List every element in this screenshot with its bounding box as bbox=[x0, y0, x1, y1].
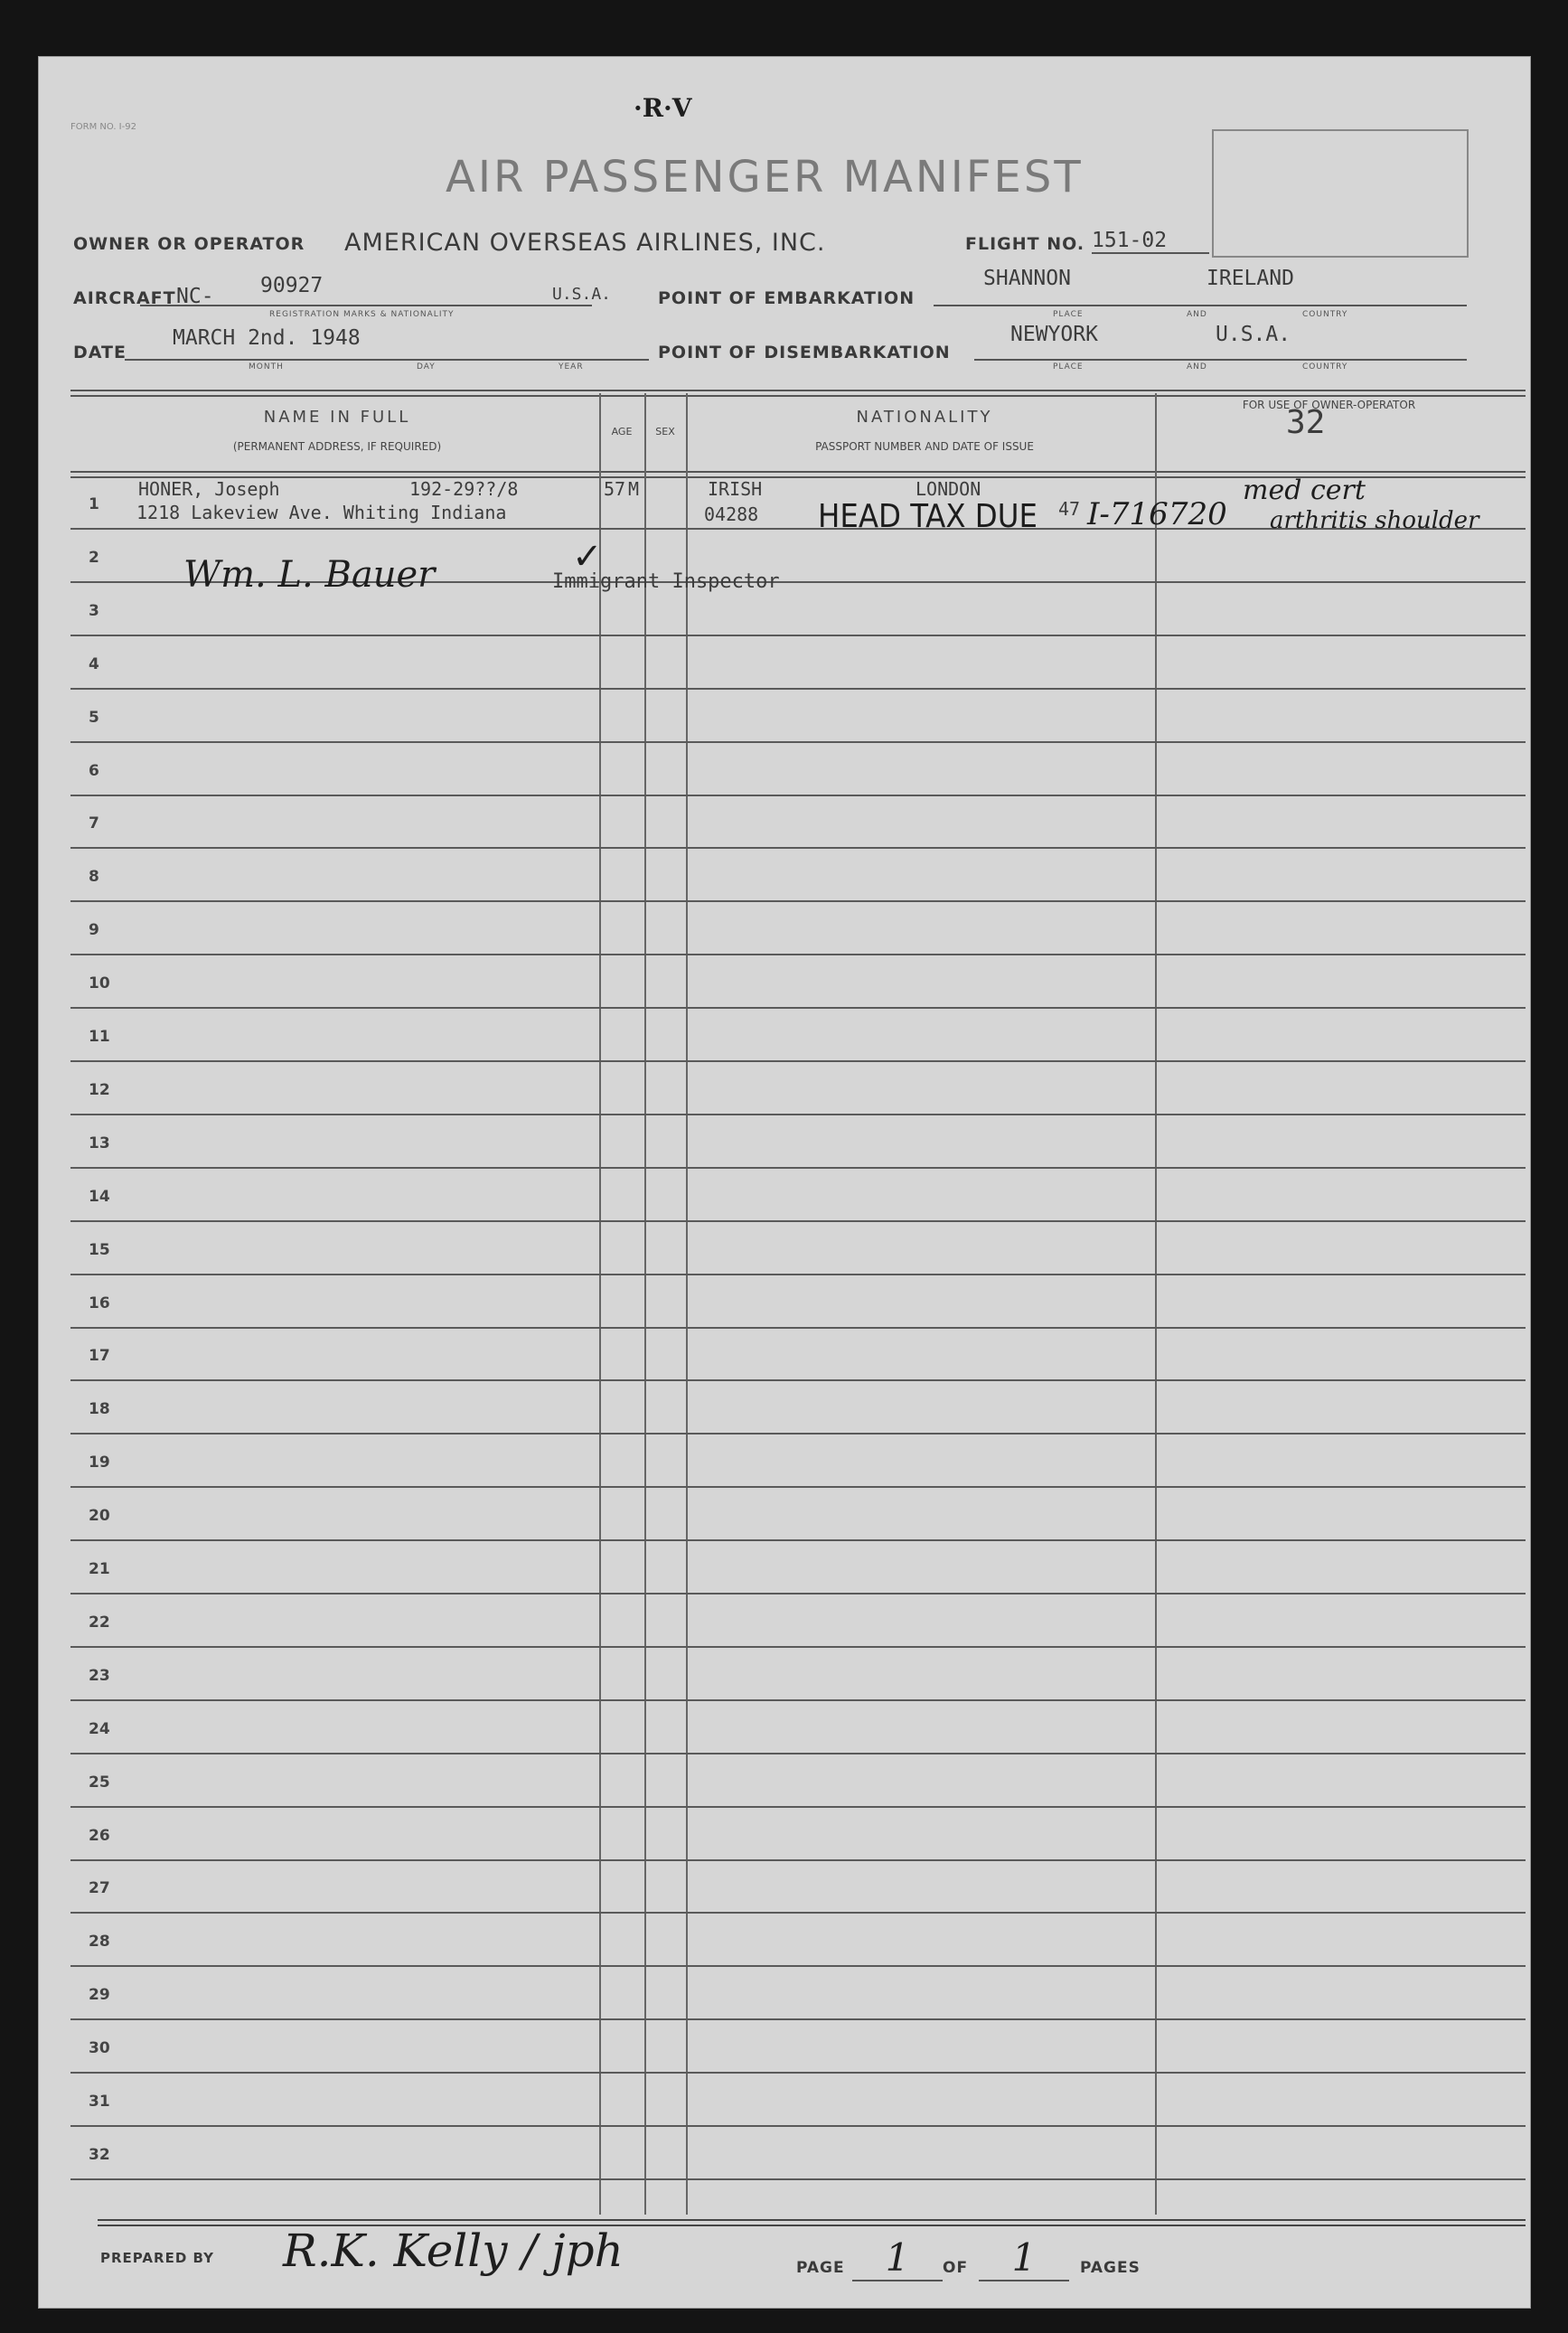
column-subheader-nationality: PASSPORT NUMBER AND DATE OF ISSUE bbox=[815, 440, 1034, 453]
table-row-line bbox=[70, 741, 1526, 743]
place-caption-2: PLACE bbox=[1053, 362, 1084, 372]
owner-value: AMERICAN OVERSEAS AIRLINES, INC. bbox=[344, 229, 826, 257]
column-header-sex: SEX bbox=[655, 426, 675, 437]
row-number: 23 bbox=[89, 1667, 110, 1685]
row-number: 16 bbox=[89, 1294, 110, 1312]
embarkation-label: POINT OF EMBARKATION bbox=[658, 288, 915, 308]
page-label: PAGE bbox=[796, 2259, 845, 2277]
row-number: 11 bbox=[89, 1028, 110, 1046]
table-row-line bbox=[70, 1379, 1526, 1381]
table-row-line bbox=[70, 2125, 1526, 2127]
form-number: FORM NO. I-92 bbox=[70, 122, 136, 132]
table-row-line bbox=[70, 900, 1526, 902]
table-row-line bbox=[70, 2072, 1526, 2074]
and-caption-2: AND bbox=[1187, 362, 1207, 372]
country-caption-2: COUNTRY bbox=[1302, 362, 1348, 372]
aircraft-prefix: NC- bbox=[176, 285, 214, 308]
table-row-line bbox=[70, 1965, 1526, 1967]
table-row-line bbox=[70, 1220, 1526, 1222]
passenger-sex: M bbox=[628, 478, 640, 500]
inspector-signature: Wm. L. Bauer bbox=[183, 554, 436, 596]
month-caption: MONTH bbox=[249, 362, 284, 372]
row-number: 10 bbox=[89, 974, 110, 992]
table-row-line bbox=[70, 847, 1526, 849]
passenger-name: HONER, Joseph bbox=[138, 478, 280, 500]
table-top-rule bbox=[70, 390, 1526, 397]
row-number: 5 bbox=[89, 709, 99, 727]
table-row-line bbox=[70, 1060, 1526, 1062]
column-divider-name bbox=[599, 393, 601, 2215]
table-row-line bbox=[70, 1753, 1526, 1754]
passenger-id: 192-29??/8 bbox=[409, 478, 519, 500]
row-number: 25 bbox=[89, 1773, 110, 1792]
row-number: 29 bbox=[89, 1986, 110, 2004]
page-number: 1 bbox=[852, 2235, 943, 2281]
row-number: 20 bbox=[89, 1507, 110, 1525]
manifest-sheet bbox=[38, 56, 1531, 2309]
passenger-address: 1218 Lakeview Ave. Whiting Indiana bbox=[136, 502, 507, 523]
row-number: 22 bbox=[89, 1613, 110, 1632]
year-caption: YEAR bbox=[559, 362, 584, 372]
corner-stamp-box bbox=[1212, 129, 1469, 258]
row-number: 1 bbox=[89, 495, 99, 513]
row-number: 15 bbox=[89, 1241, 110, 1259]
owner-label: OWNER OR OPERATOR bbox=[73, 234, 305, 254]
column-header-name: NAME IN FULL bbox=[263, 408, 411, 427]
passport-number: 04288 bbox=[704, 503, 759, 525]
embarkation-place: SHANNON bbox=[983, 267, 1071, 290]
table-row-line bbox=[70, 1114, 1526, 1115]
date-label: DATE bbox=[73, 343, 127, 362]
disembarkation-place: NEWYORK bbox=[1010, 323, 1098, 346]
table-row-line bbox=[70, 1433, 1526, 1435]
row-number: 7 bbox=[89, 814, 99, 833]
embarkation-country: IRELAND bbox=[1207, 267, 1294, 290]
row-number: 4 bbox=[89, 655, 99, 673]
table-row-line bbox=[70, 688, 1526, 690]
date-value: MARCH 2nd. 1948 bbox=[173, 326, 361, 350]
row-number: 27 bbox=[89, 1879, 110, 1897]
checkmark-icon: ✓ bbox=[572, 536, 603, 578]
passport-issued-place: LONDON bbox=[915, 478, 981, 500]
aircraft-label: AIRCRAFT bbox=[73, 288, 176, 308]
row-number: 13 bbox=[89, 1134, 110, 1152]
flight-number: 151-02 bbox=[1092, 229, 1209, 254]
aircraft-country: U.S.A. bbox=[552, 285, 612, 304]
country-caption-1: COUNTRY bbox=[1302, 310, 1348, 319]
table-row-line bbox=[70, 635, 1526, 636]
pages-label: PAGES bbox=[1080, 2259, 1141, 2277]
column-header-nationality: NATIONALITY bbox=[856, 408, 993, 427]
column-header-owner-use: FOR USE OF OWNER-OPERATOR bbox=[1242, 399, 1416, 411]
table-row-line bbox=[70, 954, 1526, 955]
row-number: 3 bbox=[89, 602, 99, 620]
aircraft-underline bbox=[140, 305, 592, 306]
table-row-line bbox=[70, 1539, 1526, 1541]
row-number: 9 bbox=[89, 921, 99, 939]
table-row-line bbox=[70, 1593, 1526, 1595]
disembarkation-label: POINT OF DISEMBARKATION bbox=[658, 343, 951, 362]
table-row-line bbox=[70, 2018, 1526, 2020]
table-row-line bbox=[70, 1912, 1526, 1914]
row-number: 30 bbox=[89, 2039, 110, 2057]
column-subheader-name: (PERMANENT ADDRESS, IF REQUIRED) bbox=[232, 440, 442, 453]
row-number: 8 bbox=[89, 868, 99, 886]
total-pages: 1 bbox=[979, 2235, 1069, 2281]
inspector-title: Immigrant Inspector bbox=[552, 570, 780, 593]
date-underline bbox=[125, 359, 649, 361]
prepared-by-label: PREPARED BY bbox=[100, 2250, 214, 2266]
row-number: 24 bbox=[89, 1720, 110, 1738]
row-number: 32 bbox=[89, 2146, 110, 2164]
passenger-age: 57 bbox=[604, 478, 626, 500]
passenger-nationality: IRISH bbox=[708, 478, 763, 500]
passport-issue-date: 47 bbox=[1058, 498, 1081, 520]
and-caption-1: AND bbox=[1187, 310, 1207, 319]
of-label: OF bbox=[943, 2259, 969, 2277]
row-number: 12 bbox=[89, 1081, 110, 1099]
page-title: AIR PASSENGER MANIFEST bbox=[446, 152, 1084, 202]
day-caption: DAY bbox=[417, 362, 436, 372]
embarkation-underline bbox=[934, 305, 1467, 306]
row-number: 31 bbox=[89, 2093, 110, 2111]
flight-label: FLIGHT NO. bbox=[965, 234, 1085, 254]
column-header-age: AGE bbox=[611, 426, 633, 437]
top-stamp: ·R·V bbox=[634, 93, 692, 123]
disembarkation-country: U.S.A. bbox=[1216, 323, 1291, 346]
row-number: 18 bbox=[89, 1400, 110, 1418]
table-row-line bbox=[70, 1486, 1526, 1488]
row-number: 2 bbox=[89, 549, 99, 567]
registration-caption: REGISTRATION MARKS & NATIONALITY bbox=[269, 310, 455, 319]
table-row-line bbox=[70, 795, 1526, 796]
handwritten-number: I-716720 bbox=[1087, 496, 1227, 532]
passenger-count: 32 bbox=[1286, 404, 1326, 441]
row-number: 19 bbox=[89, 1453, 110, 1472]
place-caption-1: PLACE bbox=[1053, 310, 1084, 319]
row-number: 26 bbox=[89, 1827, 110, 1845]
row-number: 14 bbox=[89, 1188, 110, 1206]
column-divider-nationality bbox=[1155, 393, 1157, 2215]
table-row-line bbox=[70, 2178, 1526, 2180]
handwritten-note-med-cert: med cert bbox=[1243, 475, 1366, 506]
head-tax-stamp: HEAD TAX DUE bbox=[818, 498, 1038, 535]
table-row-line bbox=[70, 1699, 1526, 1701]
handwritten-note-arthritis: arthritis shoulder bbox=[1270, 507, 1479, 534]
table-row-line bbox=[70, 1007, 1526, 1009]
row-number: 17 bbox=[89, 1347, 110, 1365]
disembarkation-underline bbox=[974, 359, 1467, 361]
table-row-line bbox=[70, 1859, 1526, 1861]
column-divider-sex bbox=[686, 393, 688, 2215]
aircraft-number: 90927 bbox=[260, 274, 324, 297]
column-divider-age bbox=[644, 393, 646, 2215]
table-row-line bbox=[70, 1274, 1526, 1275]
row-number: 21 bbox=[89, 1560, 110, 1578]
table-row-line bbox=[70, 1167, 1526, 1169]
row-number: 6 bbox=[89, 762, 99, 780]
table-row-line bbox=[70, 1327, 1526, 1329]
table-row-line bbox=[70, 1646, 1526, 1648]
preparer-signature: R.K. Kelly / jph bbox=[283, 2225, 624, 2277]
row-number: 28 bbox=[89, 1933, 110, 1951]
table-row-line bbox=[70, 1806, 1526, 1808]
